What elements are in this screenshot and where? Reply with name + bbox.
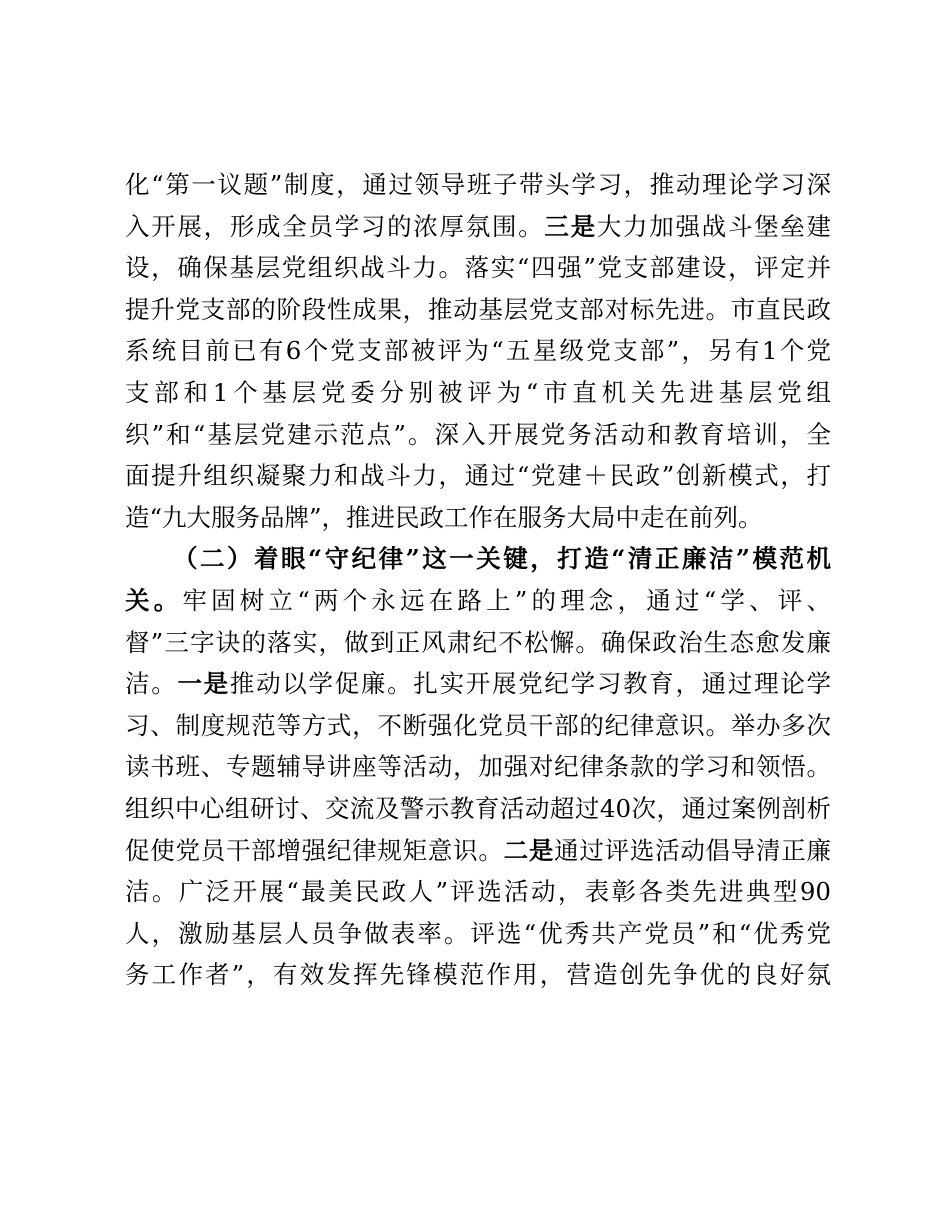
text-segment: 大力加强战斗堡垒建: [596, 212, 832, 241]
text-segment: 人，激励基层人员争做表率。评选“优秀共产党员”和“优秀党: [125, 919, 831, 948]
text-line: [125, 251, 831, 285]
text-line: [125, 958, 831, 992]
text-line: [125, 376, 831, 410]
text-line: [125, 792, 831, 826]
text-segment: 习、制度规范等方式，不断强化党员干部的纪律意识。举办多次: [125, 711, 831, 740]
text-line: [125, 501, 831, 535]
text-segment: 推动以学促廉。扎实开展党纪学习教育，通过理论学: [229, 669, 832, 698]
text-line: [125, 459, 831, 493]
text-line: [125, 875, 831, 909]
bold-text-segment: 关。: [125, 586, 183, 615]
text-line: [125, 626, 831, 660]
text-segment: 牢固树立“两个永远在路上”的理念，通过“学、评、: [182, 586, 832, 615]
text-segment: 洁。广泛开展“最美民政人”评选活动，表彰各类先进典型90: [125, 877, 831, 906]
text-segment: 洁。: [125, 669, 178, 698]
text-line: [125, 168, 831, 202]
text-line: [125, 293, 831, 327]
text-line: [125, 334, 831, 368]
text-segment: 设，确保基层党组织战斗力。落实“四强”党支部建设，评定并: [125, 253, 831, 282]
text-line: [125, 584, 831, 618]
text-line: [125, 834, 831, 868]
text-line: [173, 542, 831, 576]
text-line: [125, 418, 831, 452]
text-segment: 组织中心组研讨、交流及警示教育活动超过40次，通过案例剖析: [125, 794, 831, 823]
text-segment: 入开展，形成全员学习的浓厚氛围。: [125, 212, 545, 241]
text-segment: 系统目前已有6个党支部被评为“五星级党支部”，另有1个党: [125, 336, 831, 365]
bold-text-segment: （二）着眼“守纪律”这一关键，打造“清正廉洁”模范机: [173, 544, 831, 573]
text-line: [125, 750, 831, 784]
text-segment: 务工作者”，有效发挥先锋模范作用，营造创先争优的良好氛: [125, 960, 831, 989]
bold-text-segment: 三是: [544, 212, 597, 241]
text-segment: 织”和“基层党建示范点”。深入开展党务活动和教育培训，全: [125, 420, 831, 449]
text-segment: 提升党支部的阶段性成果，推动基层党支部对标先进。市直民政: [125, 295, 831, 324]
bold-text-segment: 二是: [503, 836, 555, 865]
text-line: [125, 709, 831, 743]
text-segment: 通过评选活动倡导清正廉: [554, 836, 832, 865]
bold-text-segment: 一是: [177, 669, 230, 698]
text-segment: 化“第一议题”制度，通过领导班子带头学习，推动理论学习深: [125, 170, 831, 199]
text-line: [125, 210, 831, 244]
text-segment: 造“九大服务品牌”，推进民政工作在服务大局中走在前列。: [125, 503, 763, 532]
text-segment: 督”三字诀的落实，做到正风肃纪不松懈。确保政治生态愈发廉: [125, 628, 831, 657]
text-segment: 面提升组织凝聚力和战斗力，通过“党建＋民政”创新模式，打: [125, 461, 831, 490]
text-line: [125, 917, 831, 951]
text-segment: 读书班、专题辅导讲座等活动，加强对纪律条款的学习和领悟。: [125, 752, 831, 781]
text-segment: 促使党员干部增强纪律规矩意识。: [125, 836, 504, 865]
text-segment: 支部和1个基层党委分别被评为“市直机关先进基层党组: [125, 378, 831, 407]
text-line: [125, 667, 831, 701]
